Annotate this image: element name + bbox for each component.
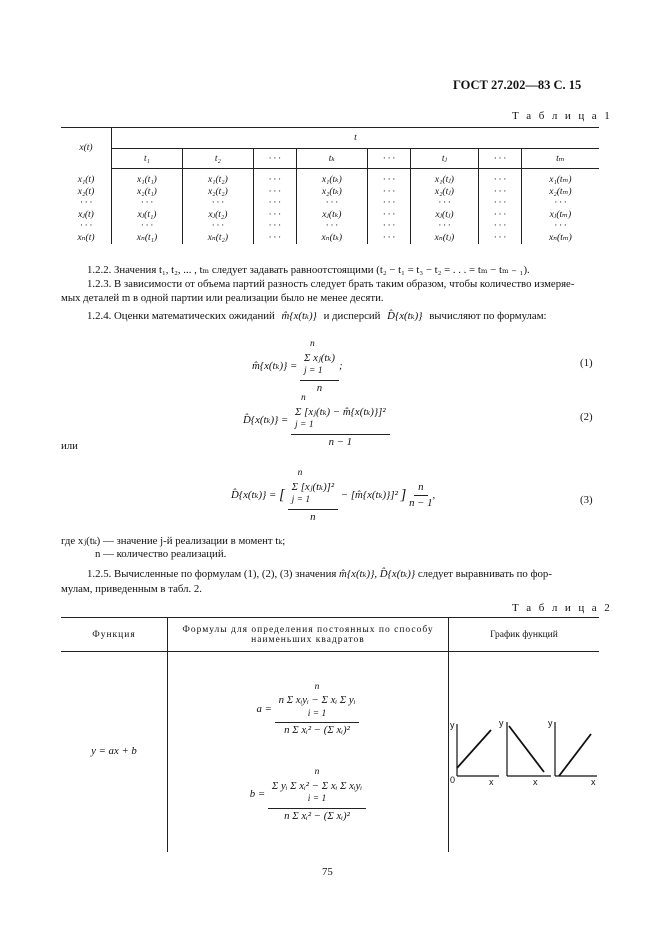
table1-cell: xⱼ(t₂): [182, 210, 253, 222]
g3-y-label: y: [548, 717, 553, 728]
f3-denominator1: n: [310, 510, 316, 523]
formula-1: [252, 338, 343, 395]
f1-lhs: m̂{x(tₖ)} =: [252, 359, 298, 372]
where-line1: где xⱼ(tₖ) — значение j-й реализации в момент tₖ;: [61, 535, 286, 547]
table1-cell: xⱼ(tⱼ): [410, 210, 478, 222]
f1-denominator: n: [316, 381, 323, 394]
g1-origin: 0: [450, 774, 456, 785]
para-1-2-5: 1.2.5. Вычисленные по формулам (1), (2), (3) значения m̂{x(tₖ)}, D̂{x(tₖ)} следует выравнивать по фор-: [87, 568, 552, 580]
linear-function-graphs: [449, 716, 599, 786]
table2-formulas-cell: [167, 652, 448, 853]
table1-cell: x₂(t): [61, 187, 112, 199]
page-header: ГОСТ 27.202—83 С. 15: [453, 78, 582, 92]
para-1-2-5-line2: мулам, приведенным в табл. 2.: [61, 583, 202, 595]
table2-h-function: Функция: [61, 618, 167, 652]
table1-row: [61, 210, 599, 222]
f3-numerator2: n: [414, 481, 427, 497]
f3-tail: ,: [432, 489, 436, 502]
table2-h-graph: График функций: [449, 618, 600, 652]
f2-sub: j = 1: [295, 420, 314, 431]
mhat-symbol: m̂{x(tₖ)}: [281, 310, 317, 322]
formula-1-number: (1): [580, 357, 593, 369]
g1-x-label: x: [489, 776, 494, 786]
table2-caption: Т а б л и ц а 2: [512, 602, 613, 614]
table1-cell: · · ·: [479, 187, 522, 199]
table1-cell: x₁(t₂): [182, 169, 253, 187]
f2-denominator: n − 1: [328, 435, 353, 448]
table1-cell: xₙ(t₁): [112, 233, 183, 245]
b-lhs: b =: [249, 787, 266, 800]
table1-cell: · · ·: [368, 198, 411, 210]
table1-col-header: · · ·: [368, 149, 411, 169]
formula-3: D̂{x(tₖ)} = [ n Σ [xⱼ(tₖ)]² j = 1 n − [m̂{x(tₖ)}]² ] $\frac{n}{n - 1}$ ,: [231, 468, 436, 523]
table1-col-header: tⱼ: [410, 149, 478, 169]
para-1-2-4-part3: вычисляют по формулам:: [429, 310, 547, 322]
f3-sup: n: [297, 468, 303, 478]
table1-cell: x₁(t): [61, 169, 112, 187]
table2-h-formulas: Формулы для определения постоянных по способу наименьших квадратов: [167, 618, 448, 652]
table1-cell: · · ·: [368, 169, 411, 187]
table1-cell: · · ·: [112, 198, 183, 210]
table1-col-header: t₁: [112, 149, 183, 169]
formula-2-number: (2): [580, 411, 593, 423]
table1-row: [61, 233, 599, 245]
f3-numerator1: Σ [xⱼ(tₖ)]²: [291, 480, 335, 493]
table1-row: [61, 169, 599, 187]
para-1-2-5-part2: следует выравнивать по фор-: [417, 568, 552, 580]
table1-cell: x₁(tₘ): [549, 175, 572, 185]
table1-cell: xₙ(tₖ): [296, 233, 367, 245]
table1-cell: · · ·: [554, 221, 567, 231]
table1-caption: Т а б л и ц а 1: [512, 110, 613, 122]
para-1-2-5-part1: 1.2.5. Вычисленные по формулам (1), (2), (3) значения: [87, 568, 337, 580]
where-line2: n — количество реализаций.: [95, 548, 227, 560]
para-1-2-4-part1: 1.2.4. Оценки математических ожиданий: [87, 310, 275, 322]
graph-shifted: [555, 722, 597, 776]
g2-x-label: x: [533, 776, 538, 786]
table1-row: [61, 198, 599, 210]
f1-sup: n: [310, 339, 315, 349]
table1-cell: x₂(tₘ): [549, 186, 572, 197]
table1-cell: · · ·: [479, 169, 522, 187]
table1-col0-header: x(t): [61, 128, 112, 169]
graph-increasing: [457, 724, 499, 776]
f1-numerator: Σ xⱼ(tₖ): [304, 351, 335, 364]
table1: [61, 128, 599, 244]
table1-cell: xₙ(tₘ): [548, 232, 572, 243]
a-lhs: a =: [256, 702, 272, 715]
table1-cell: · · ·: [61, 198, 112, 210]
table1-col-header: tₘ: [521, 149, 599, 169]
g2-y-label: y: [499, 717, 504, 728]
table1-cell: · · ·: [410, 221, 478, 233]
table1-cell: · · ·: [479, 198, 522, 210]
para-1-2-3-line1: 1.2.3. В зависимости от объема партий разность следует брать таким образом, чтобы количество измеряе-: [87, 278, 575, 290]
table2: [61, 617, 599, 852]
graph-decreasing: [507, 722, 551, 776]
g3-x-label: x: [591, 776, 596, 786]
table1-cell: · · ·: [368, 221, 411, 233]
table1-cell: xⱼ(t₁): [112, 210, 183, 222]
b-lim-top: n: [314, 767, 320, 777]
table1-cell: x₂(tₖ): [296, 187, 367, 199]
para-1-2-3-line2: мых деталей m в одной партии или реализации было не менее десяти.: [61, 292, 384, 304]
table1-cell: · · ·: [554, 198, 567, 208]
table1-group-header: t: [112, 128, 600, 149]
table2-graph-cell: [449, 652, 600, 853]
table1-cell: · · ·: [296, 221, 367, 233]
f2-lhs: D̂{x(tₖ)} =: [243, 413, 289, 426]
table1-cell: · · ·: [368, 187, 411, 199]
a-idx: i = 1: [307, 708, 327, 719]
formula-2: [243, 392, 390, 449]
para-1-2-4-part2: и дисперсий: [323, 310, 381, 322]
table1-cell: · · ·: [368, 210, 411, 222]
table1-cell: x₁(tₖ): [296, 169, 367, 187]
table1-cell: · · ·: [112, 221, 183, 233]
table1-cell: · · ·: [479, 210, 522, 222]
table1-cell: x₂(t₂): [182, 187, 253, 199]
formula-a: [168, 681, 448, 738]
table1-cell: · · ·: [479, 221, 522, 233]
table1-cell: · · ·: [410, 198, 478, 210]
b-numerator: Σ yᵢ Σ xᵢ² − Σ xᵢ Σ xᵢyᵢ: [271, 779, 363, 792]
f3-sub: j = 1: [291, 495, 311, 506]
table1-cell: xₙ(t₂): [182, 233, 253, 245]
dhat-symbol: D̂{x(tₖ)}: [387, 310, 423, 322]
p125-mhat: m̂{x(tₖ)}: [339, 568, 375, 580]
table1-row: [61, 221, 599, 233]
f1-sub: j = 1: [304, 366, 323, 377]
table1-cell: x₁(t₁): [112, 169, 183, 187]
table1-cell: · · ·: [253, 233, 296, 245]
f3-denominator2: n − 1: [409, 497, 433, 510]
table1-cell: · · ·: [253, 198, 296, 210]
table1-col-header: · · ·: [479, 149, 522, 169]
table1-cell: x₁(tⱼ): [410, 169, 478, 187]
f2-sup: n: [301, 393, 306, 403]
table1-cell: · · ·: [253, 187, 296, 199]
table1-col-header: tₖ: [296, 149, 367, 169]
table1-cell: · · ·: [182, 198, 253, 210]
table1-cell: xⱼ(t): [61, 210, 112, 222]
g1-y-label: y: [450, 719, 455, 730]
table2-function: y = ax + b: [61, 652, 167, 853]
f3-middle: − [m̂{x(tₖ)}]²: [340, 488, 398, 501]
table1-col-header: t₂: [182, 149, 253, 169]
table1-row: [61, 187, 599, 199]
p125-dhat: D̂{x(tₖ)}: [379, 568, 416, 580]
b-denominator: n Σ xᵢ² − (Σ xᵢ)²: [284, 809, 350, 822]
formula-b: [168, 766, 448, 823]
table1-cell: x₂(tⱼ): [410, 187, 478, 199]
a-lim-top: n: [314, 681, 320, 692]
para-1-2-2: 1.2.2. Значения t₁, t₂, ... , tₘ следует задавать равноотстоящими (t₂ − t₁ = t₃ − t₂ = . . . = tₘ − tₘ ₋ ₁).: [87, 264, 530, 276]
table1-cell: · · ·: [61, 221, 112, 233]
table1-cell: · · ·: [253, 210, 296, 222]
table1-cell: xⱼ(tₘ): [549, 209, 572, 220]
table1-cell: xⱼ(tₖ): [296, 210, 367, 222]
para-1-2-4: [87, 310, 547, 324]
f3-lhs: D̂{x(tₖ)} =: [231, 488, 277, 501]
table1-cell: · · ·: [182, 221, 253, 233]
table1-cell: · · ·: [479, 233, 522, 245]
formula-3-number: (3): [580, 494, 593, 506]
f2-numerator: Σ [xⱼ(tₖ) − m̂{x(tₖ)}]²: [295, 405, 386, 418]
table1-cell: xₙ(t): [61, 233, 112, 245]
f1-tail: ;: [338, 360, 343, 373]
b-idx: i = 1: [307, 794, 327, 805]
table1-cell: · · ·: [296, 198, 367, 210]
word-ili: или: [61, 440, 78, 452]
table1-cell: · · ·: [368, 233, 411, 245]
table1-cell: · · ·: [253, 221, 296, 233]
page-number: 75: [322, 866, 333, 878]
a-denominator: n Σ xᵢ² − (Σ xᵢ)²: [284, 724, 350, 737]
table1-cell: x₂(t₁): [112, 187, 183, 199]
table1-cell: · · ·: [253, 169, 296, 187]
table1-cell: xₙ(tⱼ): [410, 233, 478, 245]
table1-col-header: · · ·: [253, 149, 296, 169]
a-numerator: n Σ xᵢyᵢ − Σ xᵢ Σ yᵢ: [278, 694, 356, 707]
